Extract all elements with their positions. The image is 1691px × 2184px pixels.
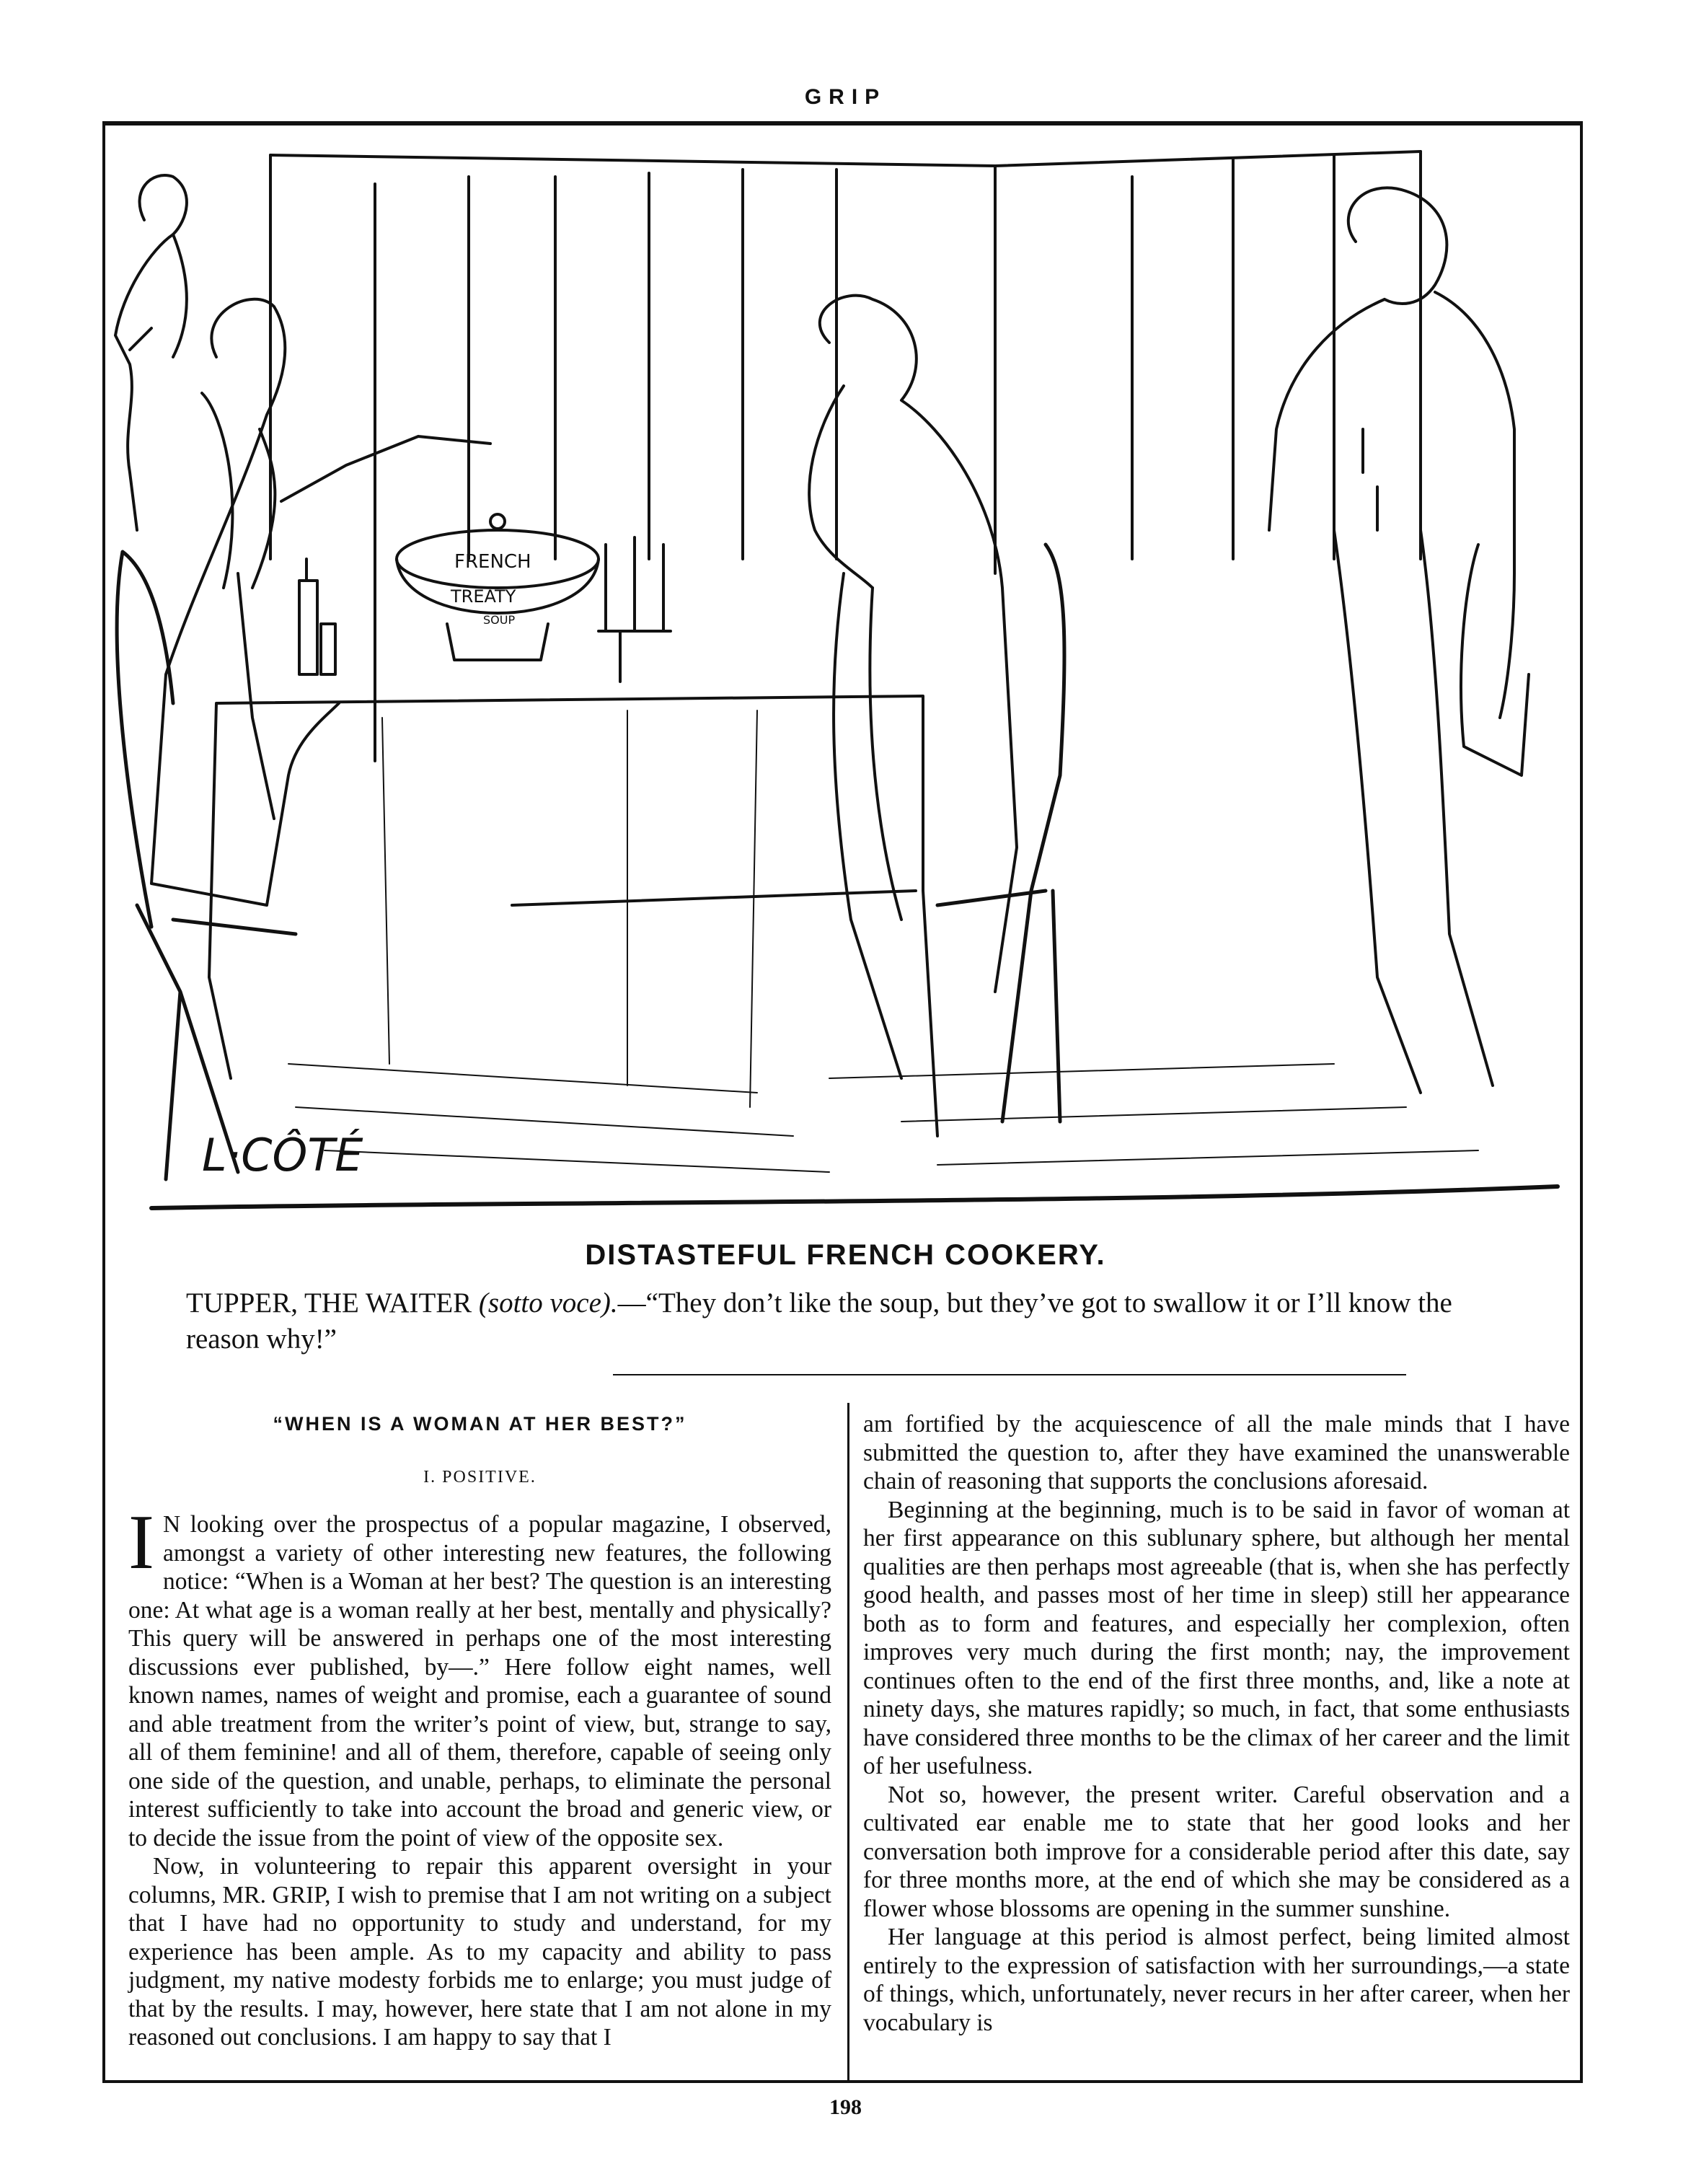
header-title: GRIP [804,85,887,109]
column-rule [847,1403,849,2081]
paragraph: Her language at this period is almost perfect, being limited almost entirely to the expression of satisfaction with her surroundings,—a state of things, which, unfortunately, never recurs in her after career, when her vocabulary is [863,1924,1570,2036]
floor-line [151,1186,1558,1208]
article-title: “WHEN IS A WOMAN AT HER BEST?” [273,1413,687,1435]
section-divider [613,1374,1406,1375]
drop-cap: I [128,1500,154,1585]
caption-quote: —“They don’t like the soup, but they’ve got to swallow it or I’ll know the reason why!” [186,1287,1452,1355]
paragraph: Now, in volunteering to repair this apparent oversight in your columns, MR. GRIP, I wish to premise that I am not writing on a subject that I have had no opportunity to study and understand, for my experience has been ample. As to my capacity and ability to pass judgment, my native modesty forbids me to enlarge; you must judge of that by the results. I may, however, here state that I am not alone in my reasoned out conclusions. I am happy to say that I [128,1853,831,2051]
paragraph: Not so, however, the present writer. Careful observation and a cultivated ear enable me to state that her good looks and her conversation both improve for a considerable period after this date, say for three months more, at the end of which she may be considered as a flower whose blossoms are opening in the summer sunshine. [863,1781,1570,1922]
caption-title: DISTASTEFUL FRENCH COOKERY. [585,1239,1106,1271]
article-column-right [863,1410,1570,2037]
tureen-label-treaty: TREATY [451,586,516,607]
figure-far-left [115,175,187,530]
paragraph: Beginning at the beginning, much is to be said in favor of woman at her first appearance on this sublunary sphere, but although her mental qualities are then perhaps most agreeable (that is, when she has perfectly good health, and passes most of her time in sleep) still her appearance both as to form and features, and especially her complexion, often improves very much during the first month; nay, the improvement continues often to the end of the first three months, and, like a note at ninety days, she matures rapidly; so much, in fact, that some enthusiasts have considered three months to be the climax of her career and the limit of her usefulness. [863,1496,1570,1779]
artist-signature: L·CÔTÉ [202,1129,363,1181]
running-header [0,85,1691,110]
tureen-label-soup: SOUP [483,613,516,627]
paragraph-text: N looking over the prospectus of a popular magazine, I observed, amongst a variety of other interesting new features, the following notice: “When is a Woman at her best? The question is an interesting one: At what age is a woman really at her best, mentally and physically? This query will be answered in perhaps one of the most interesting discussions ever published, by—.” Here follow eight names, well known names, names of weight and promise, each a guarantee of sound and able treatment from the writer’s point of view, but, strange to say, all of them feminine! and all of them, therefore, capable of seeing only one side of the question, and unable, perhaps, to eliminate the personal interest sufficiently to take into account the broad and generic view, or to decide the issue from the point of view of the opposite sex. [128,1511,831,1851]
folding-screen [270,151,1421,761]
floor-hatching [288,1064,1478,1172]
page-number: 198 [829,2095,862,2119]
chair-right [937,545,1064,1122]
chair-left [117,552,296,1179]
soup-tureen [397,514,599,660]
dining-table [209,696,937,1136]
waiter-figure [1269,188,1529,1093]
tureen-label-french: FRENCH [454,551,531,573]
caption-speaker: TUPPER, THE WAITER [186,1287,472,1318]
caption-aside: (sotto voce). [478,1287,618,1318]
caption-text [186,1285,1513,1357]
paragraph [128,1500,831,1852]
article-subtitle: I. POSITIVE. [423,1467,537,1487]
diner-right [809,296,1017,1078]
article-column-left [128,1410,831,2052]
cartoon-illustration [108,126,1579,1237]
paragraph: am fortified by the acquiescence of all the male minds that I have submitted the question to, after they have examined the unanswerable chain of reasoning that supports the conclusions aforesaid. [863,1411,1570,1494]
